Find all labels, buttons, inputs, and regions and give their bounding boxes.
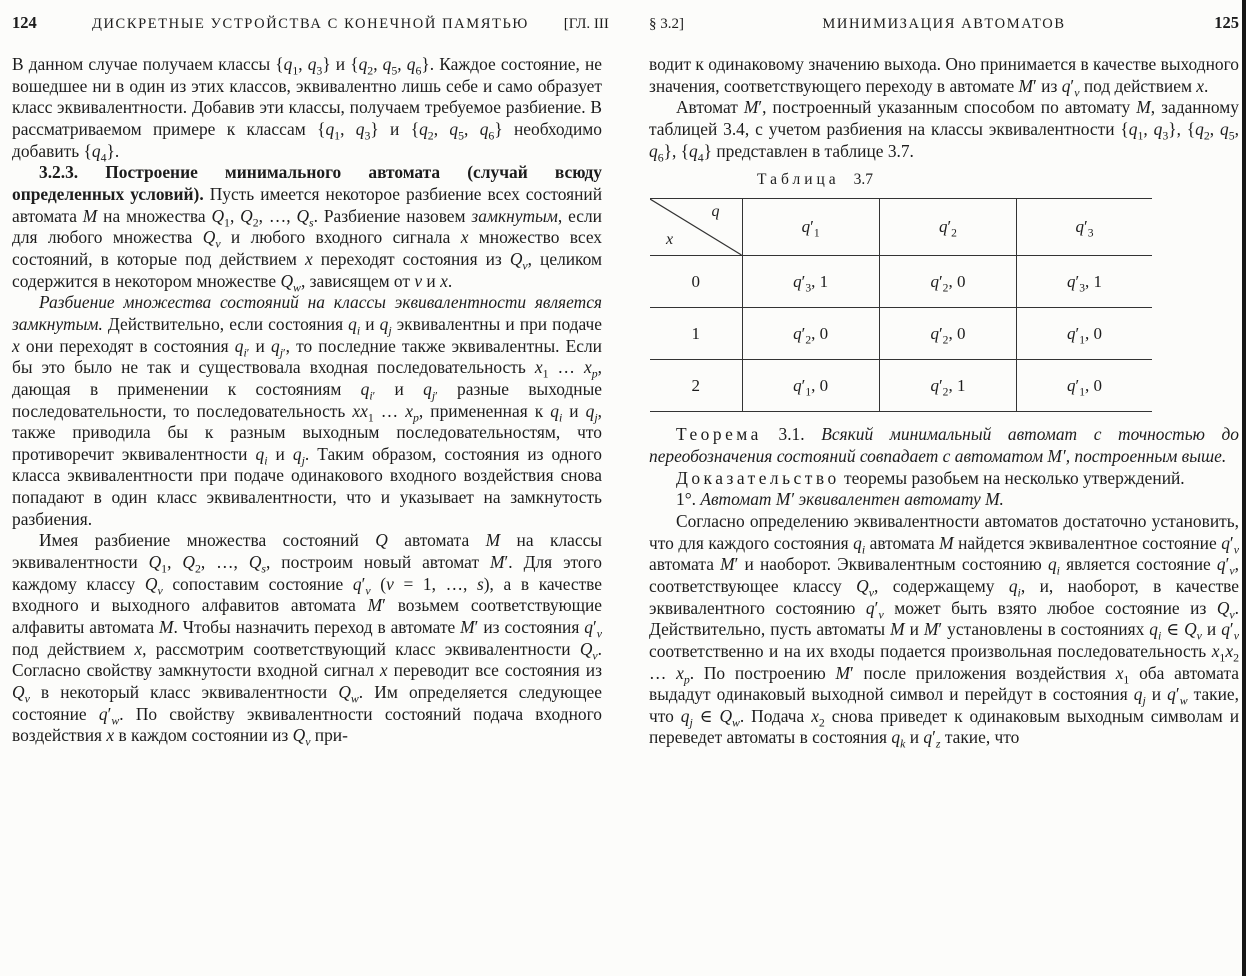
- table-row: [650, 308, 1152, 360]
- running-head-right: [649, 13, 1239, 33]
- column-header-q1: $q'_1$: [742, 199, 879, 256]
- column-header-q2: $q'_2$: [879, 199, 1016, 256]
- running-title-left: ДИСКРЕТНЫЕ УСТРОЙСТВА С КОНЕЧНОЙ ПАМЯТЬЮ: [92, 16, 529, 32]
- row-header: 1: [650, 308, 742, 360]
- right-page-body-top: [649, 54, 1239, 165]
- page-number-right: 125: [1214, 13, 1239, 32]
- row-header: 0: [650, 256, 742, 308]
- paragraph: Согласно определению эквивалентности автоматов достаточно установить, что для каждого состояния $q_i$ автомата M найдется эквивалентное состояние $q'_v$ автомата M′ и наоборот. Эквивалентным состоянию $q_i$ является состояние $q'_v$, соответствующее классу $Q_v$, содержащему $q_i$, и, наоборот, в качестве эквивалентного состоянию $q'_v$ может быть взято любое состояние из $Q_v$. Действительно, пусть автоматы M и M′ установлены в состояниях $q_i$ ∈ $Q_v$ и $q'_v$ соответственно и на их входы подается произвольная последовательность $x_1x_2$ … $x_p$. По построению M′ после приложения воздействия $x_1$ оба автомата выдадут одинаковый выходной символ и перейдут в состояния $q_j$ и $q'_w$ такие, что $q_j$ ∈ $Q_w$. Подача $x_2$ снова приведет к одинаковым выходным символам и переведет автоматы в состояния $q_k$ и $q'_z$ такие, что: [649, 510, 1240, 751]
- paragraph: Разбиение множества состояний на классы эквивалентности является замкнутым. Действительно, если состояния $q_i$ и $q_j$ эквивалентны и при подаче x они переходят в состояния $q_{i'}$ и $q_{j'}$, то последние также эквивалентны. Если бы это было не так и существовала входная последовательность $x_1$ … $x_p$, дающая в применении к состояниям $q_{i'}$ и $q_{j'}$ разные выходные последовательности, то последовательность $xx_1$ … $x_p$, примененная к $q_i$ и $q_j$, также приводила бы к разным выходным последовательностям, что противоречит эквивалентности $q_i$ и $q_j$. Таким образом, состояния из одного класса эквивалентности при подаче одинакового входного воздействия снова попадают в один класс эквивалентности, что и указывает на замкнутость разбиения.: [12, 292, 602, 529]
- row-header: 2: [650, 360, 742, 412]
- table-corner-cell: [650, 199, 742, 256]
- page-left: [12, 13, 609, 749]
- table-cell: $q'_2$, 0: [742, 308, 879, 360]
- running-title-right: МИНИМИЗАЦИЯ АВТОМАТОВ: [822, 16, 1066, 32]
- table-caption-word: Таблица: [757, 171, 840, 189]
- paragraph: Имея разбиение множества состояний Q автомата M на классы эквивалентности $Q_1$, $Q_2$, …, $Q_s$, построим новый автомат M′. Для этого каждому классу $Q_v$ сопоставим состояние $q'_v$ (v = 1, …, s), а в качестве входного и выходного алфавитов автомата M′ возьмем соответствующие алфавиты автомата M. Чтобы назначить переход в автомате M′ из состояния $q'_v$ под действием x, рассмотрим соответствующий класс эквивалентности $Q_v$. Согласно свойству замкнутости входной сигнал x переводит все состояния из $Q_v$ в некоторый класс эквивалентности $Q_w$. Им определяется следующее состояние $q'_w$. По свойству эквивалентности состояний подача входного воздействия x в каждом состоянии из $Q_v$ при-: [12, 530, 603, 749]
- paragraph: Автомат M′, построенный указанным способом по автомату M, заданному таблицей 3.4, с учетом разбиения на классы эквивалентности {$q_1$, $q_3$}, {$q_2$, $q_5$, $q_6$}, $\{q_4\}$ представлен в таблице 3.7.: [649, 97, 1239, 165]
- table-cell: $q'_3$, 1: [742, 256, 879, 308]
- transition-table: [650, 198, 1152, 412]
- diagonal-divider-line: [650, 199, 742, 255]
- table-row: [650, 360, 1152, 412]
- right-page-body-bottom: [649, 424, 1239, 749]
- table-header-row: [650, 199, 1152, 256]
- left-page-body: [12, 54, 602, 747]
- table-caption: [757, 171, 1239, 189]
- table-caption-number: 3.7: [853, 171, 874, 189]
- chapter-ref: [ГЛ. III: [563, 16, 609, 32]
- table-cell: $q'_3$, 1: [1017, 256, 1152, 308]
- table-cell: $q'_2$, 0: [879, 256, 1016, 308]
- corner-label-q: q: [711, 203, 720, 221]
- corner-label-x: x: [666, 231, 674, 249]
- paragraph: Доказательство теоремы разобьем на несколько утверждений.: [676, 467, 1185, 488]
- paragraph: В данном случае получаем классы {$q_1$, $q_3$} и {$q_2$, $q_5$, $q_6$}. Каждое состояние, не вошедшее ни в один из этих классов, эквивалентно лишь себе и само образует класс эквивалентности. Добавив эти классы, получаем требуемое разбиение. В рассматриваемом примере к классам {$q_1$, $q_3$} и {$q_2$, $q_5$, $q_6$} необходимо добавить $\{q_4\}$.: [12, 54, 602, 165]
- column-header-q3: $q'_3$: [1017, 199, 1152, 256]
- paragraph: 3.2.3. Построение минимального автомата (случай всюду определенных условий). Пусть имеется некоторое разбиение всех состояний автомата M на множества $Q_1$, $Q_2$, …, $Q_s$. Разбиение назовем замкнутым, если для любого множества $Q_v$ и любого входного сигнала x множество всех состояний, в которые под действием x переходят состояния из $Q_v$, целиком содержится в некотором множестве $Q_w$, зависящем от v и x.: [12, 162, 603, 295]
- paragraph: водит к одинаковому значению выхода. Оно принимается в качестве выходного значения, соответствующего переходу в автомате M′ из $q'_v$ под действием x.: [649, 54, 1239, 100]
- table-row: [650, 256, 1152, 308]
- table-cell: $q'_2$, 0: [879, 308, 1016, 360]
- section-ref: § 3.2]: [649, 16, 684, 32]
- running-head-left: [12, 13, 609, 33]
- table-cell: $q'_1$, 0: [1017, 308, 1152, 360]
- paragraph: Теорема 3.1. Всякий минимальный автомат с точностью до переобозначения состояний совпадает с автоматом M′, построенным выше.: [649, 424, 1239, 466]
- table-cell: $q'_1$, 0: [742, 360, 879, 412]
- scan-edge-artifact: [1242, 0, 1246, 976]
- page-right: [649, 13, 1239, 749]
- paragraph: 1°. Автомат M′ эквивалентен автомату M.: [676, 489, 1004, 510]
- table-cell: $q'_1$, 0: [1017, 360, 1152, 412]
- table-cell: $q'_2$, 1: [879, 360, 1016, 412]
- page-number-left: 124: [12, 13, 37, 32]
